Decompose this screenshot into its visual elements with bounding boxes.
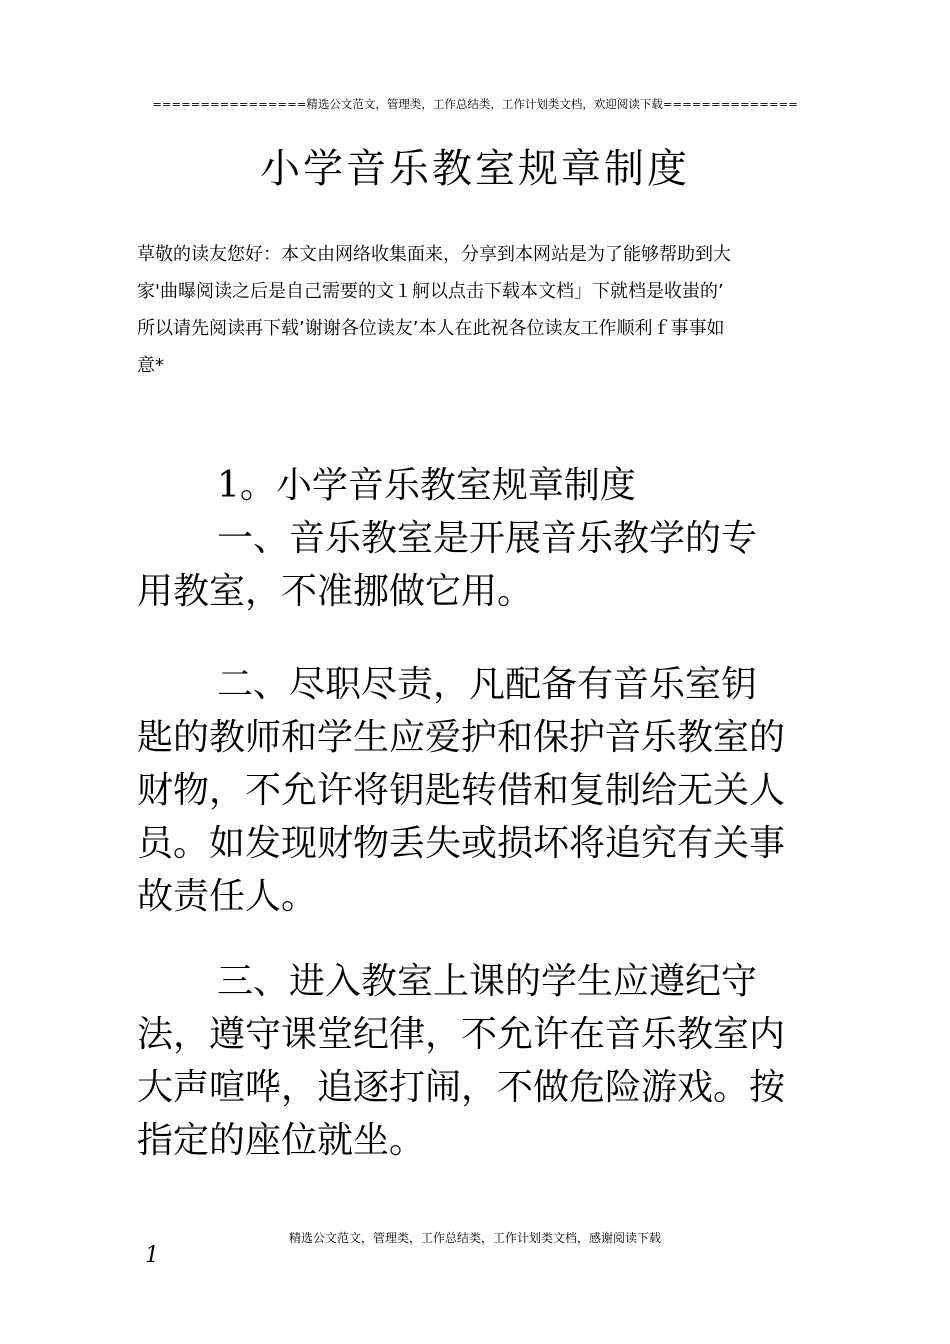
document-title: 小学音乐教室规章制度 (260, 146, 690, 192)
paragraph-line: 财物，不允许将钥匙转借和复制给无关人 (137, 770, 786, 811)
notice-line: 草敬的读友您好：本文由网络收集面来，分享到本网站是为了能够帮助到大 (137, 244, 731, 265)
section-2 (137, 658, 837, 923)
paragraph-line: 二、尽职尽责，凡配备有音乐室钥 (217, 664, 758, 705)
paragraph-line: 指定的座位就坐。 (137, 1120, 426, 1161)
notice-line: 意* (137, 355, 164, 376)
section-heading: 1。小学音乐教室规章制度 (217, 465, 636, 506)
notice-line: 所以请先阅读再下载’谢谢各位读友’本人在此祝各位读友工作顺利ｆ事事如 (137, 318, 725, 339)
paragraph-line: 大声喧哗，追逐打闹，不做危险游戏。按 (137, 1067, 786, 1108)
paragraph-line: 员。如发现财物丢失或损坏将追究有关事 (137, 823, 786, 864)
paragraph-line: 匙的教师和学生应爱护和保护音乐教室的 (137, 717, 786, 758)
paragraph-line: 三、进入教室上课的学生应遵纪守 (217, 961, 758, 1002)
reader-notice (137, 236, 827, 384)
header-banner: ================精选公文范文，管理类，工作总结类，工作计划类文档，欢迎阅读下载============== (152, 97, 798, 111)
notice-line: 家'曲曝阅读之后是自己需要的文１舸以点击下载本文档」下就档是收蚩的’ (137, 281, 724, 302)
section-3 (137, 955, 837, 1167)
paragraph-line: 一、音乐教室是开展音乐教学的专 (217, 518, 758, 559)
footer-text: 精选公文范文，管理类，工作总结类，工作计划类文档，感谢阅读下载 (288, 1231, 661, 1245)
paragraph-line: 故责任人。 (137, 876, 318, 917)
paragraph-line: 法，遵守课堂纪律，不允许在音乐教室内 (137, 1014, 786, 1055)
section-1 (137, 459, 837, 618)
page-number: 1 (145, 1243, 159, 1268)
paragraph-line: 用教室，不准挪做它用。 (137, 571, 534, 612)
